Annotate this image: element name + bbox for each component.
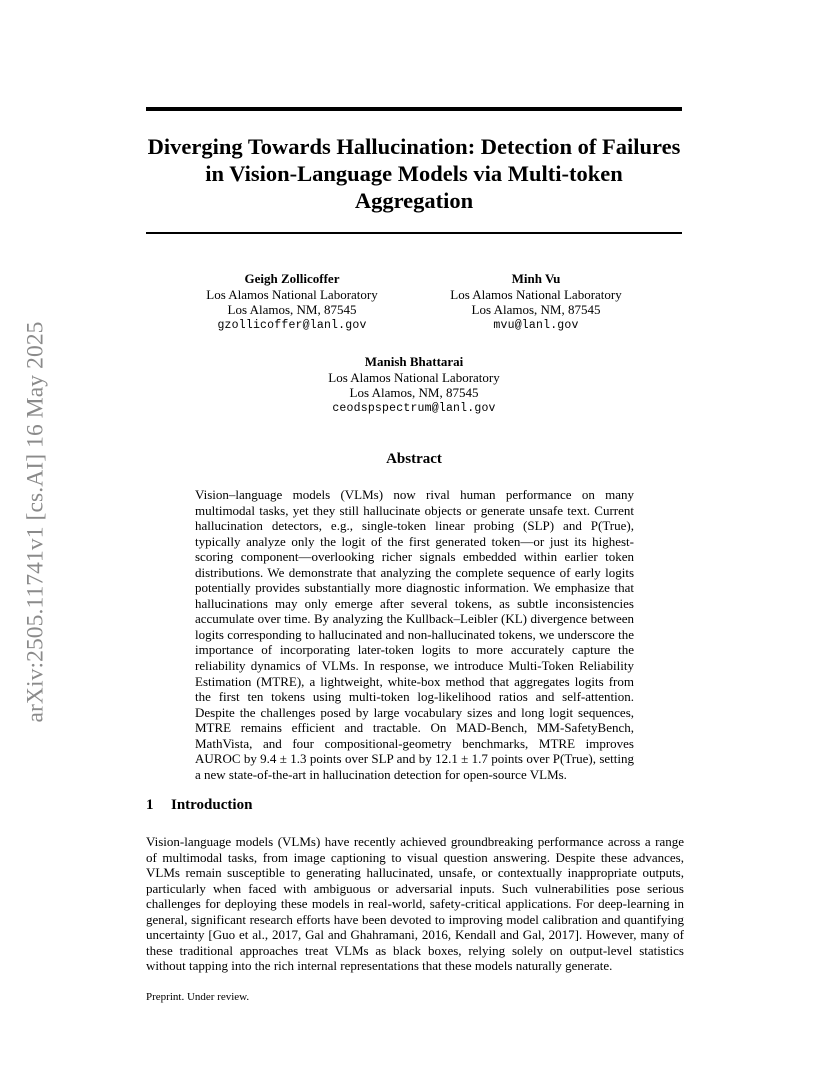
author-address: Los Alamos, NM, 87545 xyxy=(227,302,357,317)
author-email: mvu@lanl.gov xyxy=(493,318,579,332)
author-address: Los Alamos, NM, 87545 xyxy=(349,385,479,400)
author-name: Minh Vu xyxy=(511,271,561,286)
author-email: gzollicoffer@lanl.gov xyxy=(217,318,367,332)
author-block-1 xyxy=(192,271,392,333)
paper-title: Diverging Towards Hallucination: Detection of Failures in Vision-Language Models via Multi-token Aggregation xyxy=(147,134,681,213)
section-number: 1 xyxy=(146,797,154,813)
arxiv-identifier: arXiv:2505.11741v1 [cs.AI] 16 May 2025 xyxy=(22,321,49,723)
abstract-text: Vision–language models (VLMs) now rival human performance on many multimodal tasks, yet they still hallucinate objects or generate unsafe text. Current hallucination detectors, e.g., single-token linear probing (SLP) and P(True), typically analyze only the logit of the first generated token—or just its highest-scoring component—overlooking richer signals embedded within earlier token distributions. We demonstrate that analyzing the complete sequence of early logits potentially provides substantially more diagnostic information. We emphasize that hallucinations may only emerge after several tokens, as subtle inconsistencies accumulate over time. By analyzing the Kullback–Leibler (KL) divergence between logits corresponding to hallucinated and non-hallucinated tokens, we underscore the importance of incorporating later-token logits to more accurately capture the reliability dynamics of VLMs. In response, we introduce Multi-Token Reliability Estimation (MTRE), a lightweight, white-box method that aggregates logits from the first ten tokens using multi-token log-likelihood ratios and self-attention. Despite the challenges posed by large vocabulary sizes and long logit sequences, MTRE remains efficient and tractable. On MAD-Bench, MM-SafetyBench, MathVista, and four compositional-geometry benchmarks, MTRE improves AUROC by 9.4 ± 1.3 points over SLP and by 12.1 ± 1.7 points over P(True), setting a new state-of-the-art in hallucination detection for open-source VLMs. xyxy=(195,487,634,782)
author-email: ceodspspectrum@lanl.gov xyxy=(332,401,496,415)
title-top-rule xyxy=(146,107,682,111)
author-name: Manish Bhattarai xyxy=(364,354,464,369)
author-affiliation: Los Alamos National Laboratory xyxy=(450,286,622,302)
abstract-heading: Abstract xyxy=(386,451,442,467)
author-block-3 xyxy=(314,354,514,416)
author-address: Los Alamos, NM, 87545 xyxy=(471,302,601,317)
author-affiliation: Los Alamos National Laboratory xyxy=(328,369,500,385)
author-name: Geigh Zollicoffer xyxy=(244,271,340,286)
footer-note: Preprint. Under review. xyxy=(146,991,250,1003)
author-block-2 xyxy=(436,271,636,333)
section-title: Introduction xyxy=(171,797,253,813)
section-heading-introduction xyxy=(146,797,252,814)
title-bottom-rule xyxy=(146,232,682,234)
author-affiliation: Los Alamos National Laboratory xyxy=(206,286,378,302)
introduction-paragraph: Vision-language models (VLMs) have recently achieved groundbreaking performance across a range of multimodal tasks, from image captioning to visual question answering. Despite these advances, VLMs remain susceptible to generating hallucinated, unsafe, or contextually inappropriate outputs, particularly when faced with ambiguous or adversarial inputs. Such vulnerabilities pose serious challenges for deploying these models in real-world, safety-critical applications. For deep-learning in general, significant research efforts have been devoted to improving model calibration and quantifying uncertainty [Guo et al., 2017, Gal and Ghahramani, 2016, Kendall and Gal, 2017]. However, many of these traditional approaches treat VLMs as black boxes, relying solely on output-level statistics without tapping into the rich internal representations that these models naturally generate. xyxy=(146,834,684,974)
